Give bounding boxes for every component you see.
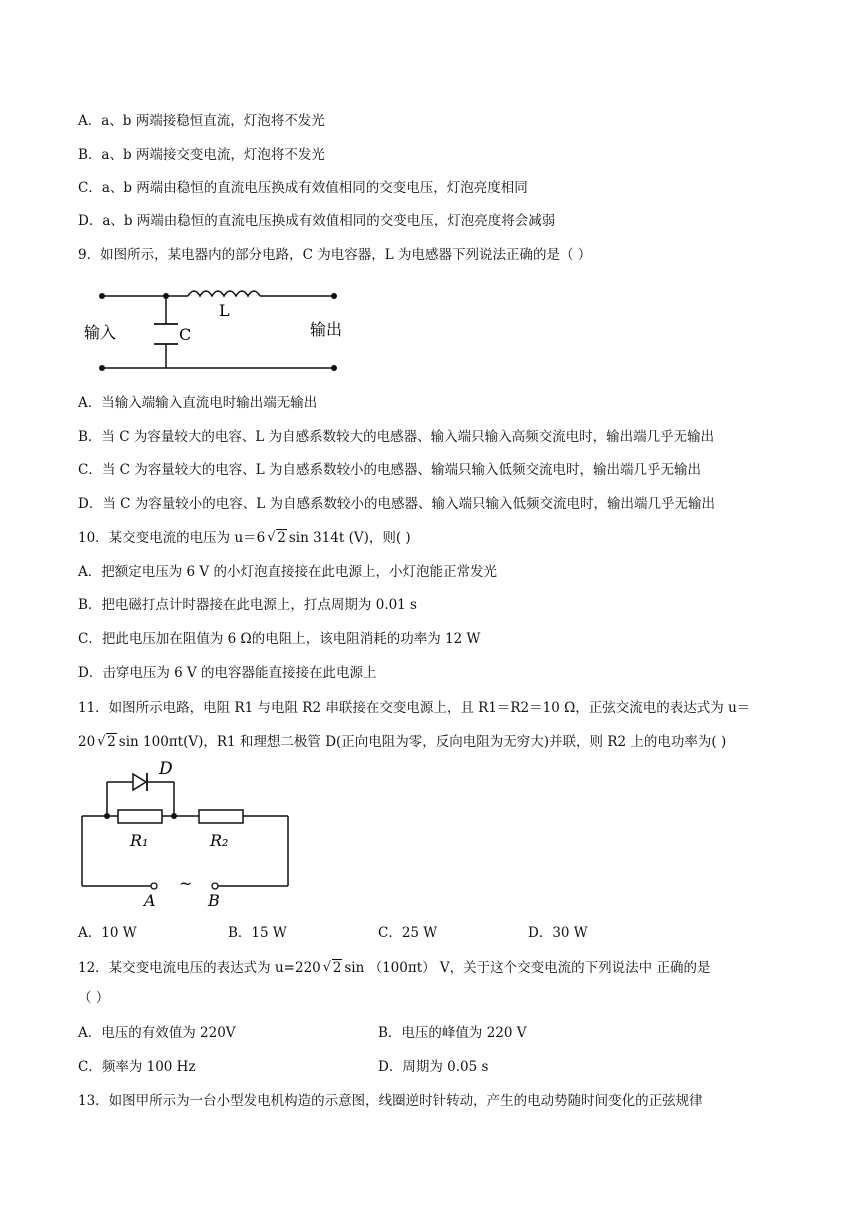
label-D: D (159, 759, 173, 779)
q11-stem-line2 (78, 732, 726, 752)
q9-option-c: C．当 C 为容量较大的电容、L 为自感系数较小的电感器、输端只输入低频交流电时，输出端几乎无输出 (78, 462, 701, 478)
sqrt-value: 2 (332, 960, 342, 976)
q9-option-b: B．当 C 为容量较大的电容、L 为自感系数较大的电感器、输入端只输入高频交流电时，输出端几乎无输出 (78, 429, 715, 445)
q8-option-a: A．a、b 两端接稳恒直流，灯泡将不发光 (78, 113, 325, 129)
q11-line2-post: sin 100πt(V)，R1 和理想二极管 D(正向电阻为零，反向电阻为无穷大)并联，则 R2 上的电功率为( ) (118, 734, 727, 750)
q12-answer-paren: （ ） (78, 990, 110, 1006)
q9-option-d: D．当 C 为容量较小的电容、L 为自感系数较小的电感器、输入端只输入低频交流电时，输出端几乎无输出 (78, 496, 715, 512)
sqrt-symbol: √ 2 (97, 734, 116, 750)
label-input: 输入 (84, 323, 117, 342)
q10-option-a: A．把额定电压为 6 V 的小灯泡直接接在此电源上，小灯泡能正常发光 (78, 564, 497, 580)
q11-option-a: A．10 W (78, 925, 137, 941)
q11-line2-pre: 20 (78, 734, 96, 750)
q11-circuit-diagram (78, 758, 298, 908)
label-A: A (144, 891, 156, 908)
q10-stem-pre: 10．某交变电流的电压为 u＝6 (78, 530, 266, 546)
q8-option-b: B．a、b 两端接交变电流，灯泡将不发光 (78, 147, 325, 163)
q9-stem: 9．如图所示，某电器内的部分电路，C 为电容器，L 为电感器下列说法正确的是（ ） (78, 247, 592, 263)
label-tilde: ~ (179, 874, 193, 893)
label-R2: R₂ (210, 831, 229, 850)
q12-stem (78, 958, 710, 978)
q11-stem-line1: 11．如图所示电路，电阻 R1 与电阻 R2 串联接在交变电源上，且 R1＝R2＝10 Ω，正弦交流电的表达式为 u＝ (78, 700, 751, 716)
q12-option-b: B．电压的峰值为 220 V (378, 1025, 527, 1041)
q8-option-c: C．a、b 两端由稳恒的直流电压换成有效值相同的交变电压，灯泡亮度相同 (78, 180, 528, 196)
q9-option-a: A．当输入端输入直流电时输出端无输出 (78, 395, 318, 411)
q11-option-c: C．25 W (378, 925, 438, 941)
q12-option-d: D．周期为 0.05 s (378, 1059, 489, 1075)
label-output: 输出 (310, 320, 343, 339)
sqrt-value: 2 (277, 530, 286, 546)
q10-stem (78, 528, 411, 548)
label-B: B (208, 891, 220, 908)
q12-option-a: A．电压的有效值为 220V (78, 1025, 236, 1041)
label-R1: R₁ (130, 831, 149, 850)
q11-option-b: B．15 W (228, 925, 287, 941)
q10-option-d: D．击穿电压为 6 V 的电容器能直接接在此电源上 (78, 665, 377, 681)
q9-circuit-diagram (80, 280, 370, 372)
label-C: C (179, 325, 192, 344)
sqrt-symbol: √ 2 (267, 530, 286, 546)
q10-option-b: B．把电磁打点计时器接在此电源上，打点周期为 0.01 s (78, 597, 417, 613)
label-L: L (219, 301, 230, 320)
q13-stem: 13．如图甲所示为一台小型发电机构造的示意图，线圈逆时针转动，产生的电动势随时间变化的正弦规律 (78, 1093, 703, 1109)
q12-option-c: C．频率为 100 Hz (78, 1059, 196, 1075)
sqrt-value: 2 (107, 734, 116, 750)
q12-stem-pre: 12．某交变电流电压的表达式为 u=220 (78, 960, 321, 976)
q11-option-d: D．30 W (528, 925, 588, 941)
sqrt-symbol: √ 2 (322, 960, 342, 976)
q12-stem-post: sin （100πt） V，关于这个交变电流的下列说法中 正确的是 (344, 960, 711, 976)
q10-option-c: C．把此电压加在阻值为 6 Ω的电阻上，该电阻消耗的功率为 12 W (78, 631, 481, 647)
q8-option-d: D．a、b 两端由稳恒的直流电压换成有效值相同的交变电压，灯泡亮度将会减弱 (78, 213, 556, 229)
q10-stem-post: sin 314t (V)，则( ) (288, 530, 411, 546)
